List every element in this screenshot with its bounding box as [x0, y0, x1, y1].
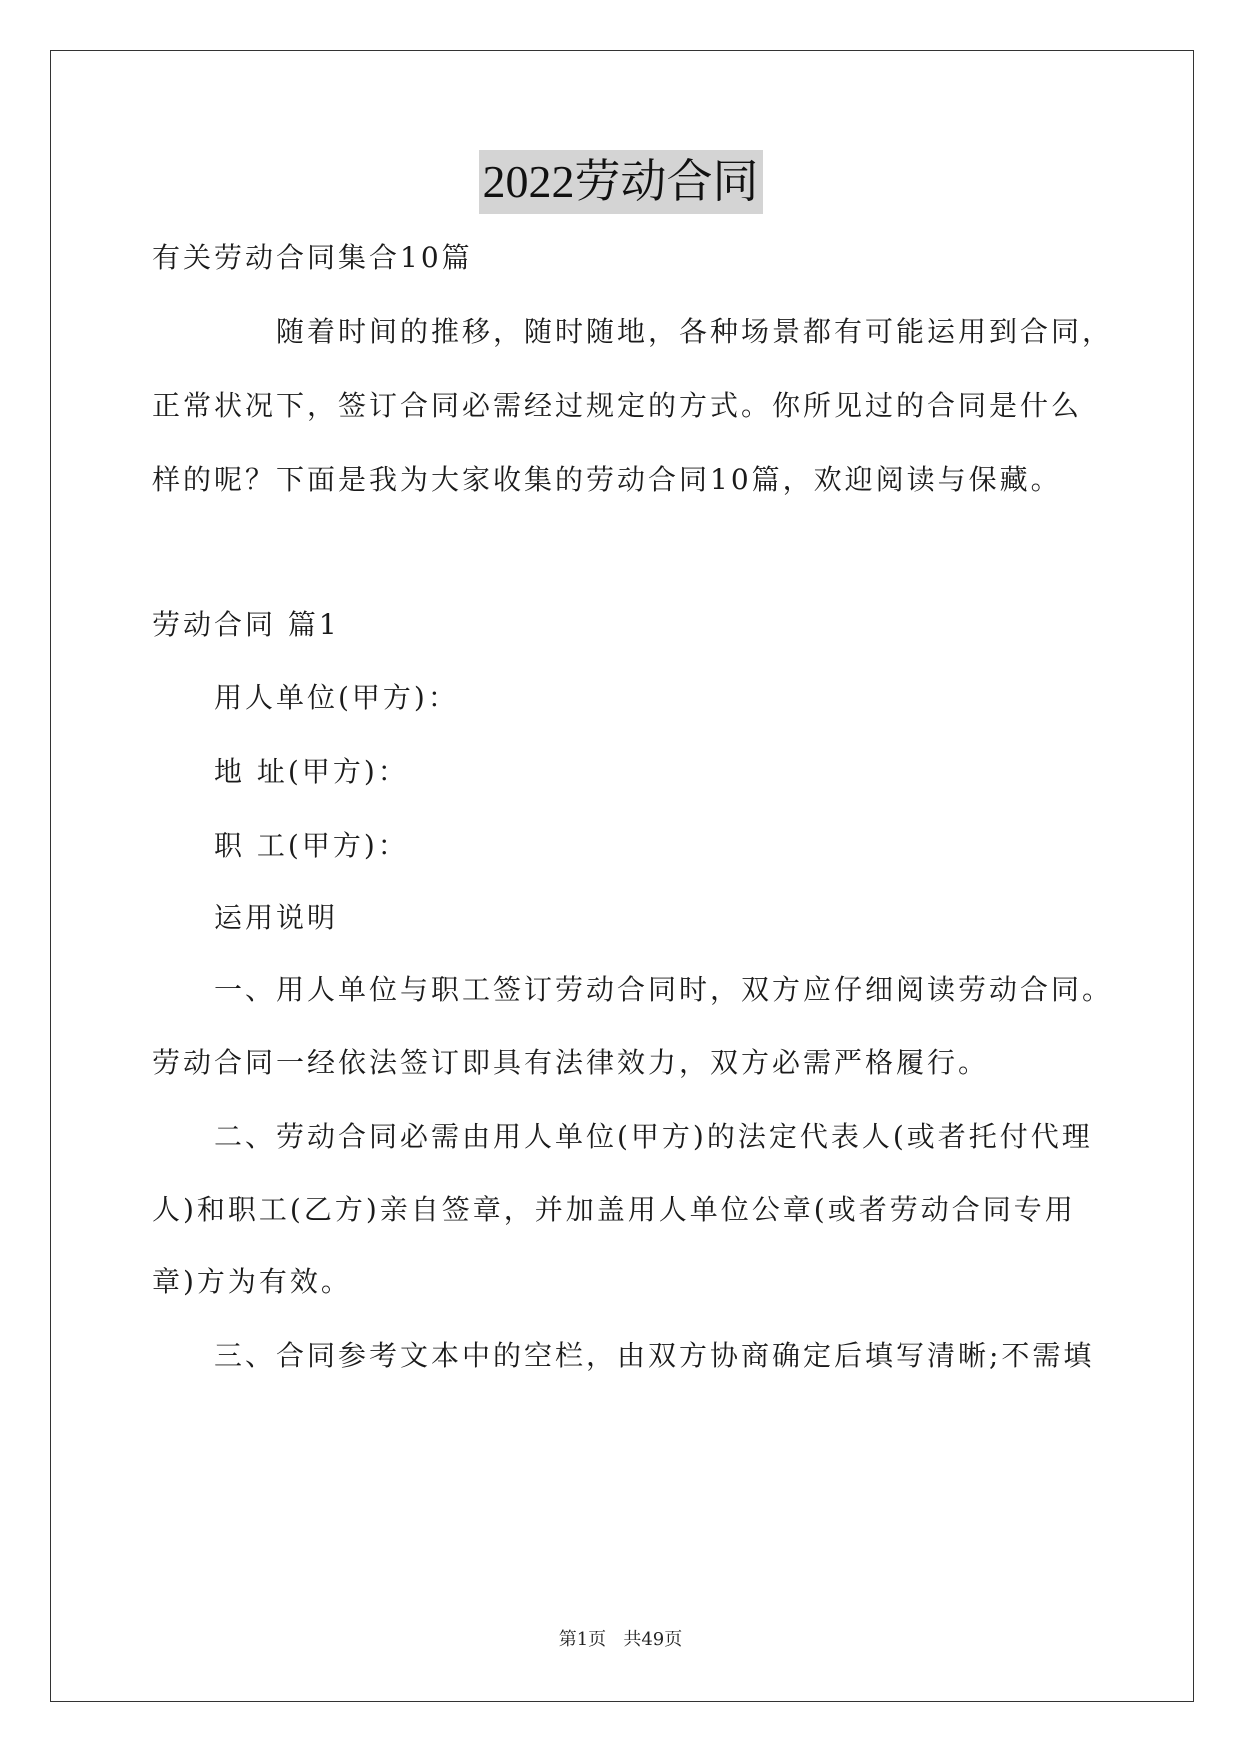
field-employer: 用人单位(甲方)：	[214, 681, 459, 714]
clause-line-4: 人)和职工(乙方)亲自签章，并加盖用人单位公章(或者劳动合同专用	[152, 1193, 1076, 1226]
section-heading: 劳动合同 篇1	[152, 608, 340, 641]
page-border	[50, 50, 1194, 1702]
clause-line-2: 劳动合同一经依法签订即具有法律效力，双方必需严格履行。	[152, 1046, 990, 1079]
field-address: 地 址(甲方)：	[214, 755, 409, 788]
clause-line-5: 章)方为有效。	[152, 1265, 352, 1298]
document-title: 2022劳动合同	[479, 150, 763, 214]
document-subtitle: 有关劳动合同集合10篇	[152, 241, 473, 274]
clause-line-6: 三、合同参考文本中的空栏，由双方协商确定后填写清晰;不需填	[214, 1339, 1095, 1372]
usage-heading: 运用说明	[214, 901, 339, 934]
field-employee: 职 工(甲方)：	[214, 829, 409, 862]
intro-line-2: 正常状况下，签订合同必需经过规定的方式。你所见过的合同是什么	[152, 389, 1083, 422]
clause-line-1: 一、用人单位与职工签订劳动合同时，双方应仔细阅读劳动合同。	[214, 973, 1114, 1006]
page-number: 第1页 共49页	[558, 1629, 683, 1650]
intro-line-1: 随着时间的推移，随时随地，各种场景都有可能运用到合同，	[276, 315, 1114, 348]
intro-line-3: 样的呢？下面是我为大家收集的劳动合同10篇，欢迎阅读与保藏。	[152, 463, 1062, 496]
clause-line-3: 二、劳动合同必需由用人单位(甲方)的法定代表人(或者托付代理	[214, 1120, 1093, 1153]
title-container	[0, 150, 1241, 214]
